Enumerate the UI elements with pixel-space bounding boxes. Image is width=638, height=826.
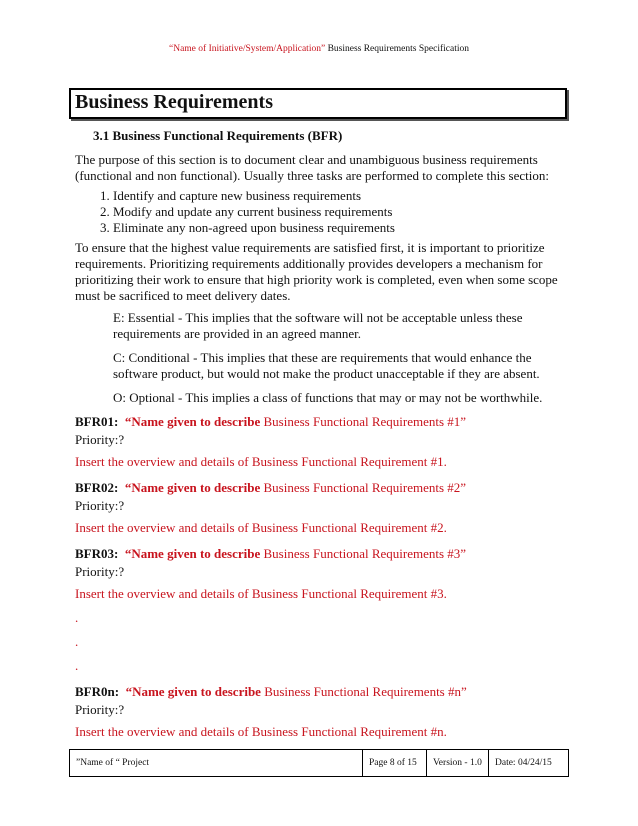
requirement-name-lead: “Name given to describe [124, 546, 261, 561]
footer-page: Page 8 of 15 [363, 750, 427, 776]
requirement-id: BFR0n: [75, 684, 120, 699]
footer-project: ”Name of “ Project [70, 750, 363, 776]
requirement-priority: Priority:? [75, 702, 125, 717]
requirement-description: Insert the overview and details of Business Functional Requirement #n. [75, 724, 447, 739]
section-title-box [69, 88, 567, 119]
requirement-priority: Priority:? [75, 432, 125, 447]
task-list [75, 188, 565, 236]
page-footer [69, 749, 569, 777]
requirement-priority: Priority:? [75, 498, 125, 513]
priority-definitions [113, 310, 565, 406]
intro-paragraph: The purpose of this section is to document clear and unambiguous business requirements (functional and non functional). Usually three tasks are performed to complete this section: [75, 152, 549, 183]
priority-conditional: C: Conditional - This implies that these are requirements that would enhance the software product, but would not make the product unacceptable if they are absent. [113, 350, 540, 381]
requirement-heading [75, 684, 565, 700]
requirement-name-lead: “Name given to describe [124, 480, 261, 495]
requirement-description: Insert the overview and details of Business Functional Requirement #1. [75, 454, 447, 469]
requirement-id: BFR03: [75, 546, 119, 561]
priority-essential: E: Essential - This implies that the software will not be acceptable unless these requirements are provided in an agreed manner. [113, 310, 523, 341]
requirement-block [75, 684, 565, 740]
task-item: 2. Modify and update any current business requirements [113, 204, 565, 220]
requirement-name-rest: Business Functional Requirements #1” [260, 414, 467, 429]
task-item: 1. Identify and capture new business requirements [113, 188, 565, 204]
requirement-heading [75, 546, 565, 562]
requirement-name-rest: Business Functional Requirements #3” [260, 546, 467, 561]
requirement-name-rest: Business Functional Requirements #2” [260, 480, 467, 495]
requirement-heading [75, 480, 565, 496]
footer-version: Version - 1.0 [427, 750, 489, 776]
requirement-priority: Priority:? [75, 564, 125, 579]
ellipsis-dot: . [75, 634, 79, 649]
requirement-name-rest: Business Functional Requirements #n” [260, 684, 467, 699]
header-doc-type: Business Requirements Specification [325, 44, 469, 54]
requirement-description: Insert the overview and details of Business Functional Requirement #3. [75, 586, 447, 601]
section-title: Business Requirements [75, 91, 273, 113]
header-doc-name: “Name of Initiative/System/Application” [169, 44, 326, 54]
subsection-title: 3.1 Business Functional Requirements (BFR) [93, 128, 343, 143]
requirement-name-lead: “Name given to describe [125, 684, 261, 699]
priority-optional: O: Optional - This implies a class of functions that may or may not be worthwhile. [113, 390, 543, 405]
requirement-block [75, 414, 565, 470]
page-header [0, 44, 638, 54]
requirement-name-lead: “Name given to describe [124, 414, 261, 429]
requirement-block [75, 480, 565, 536]
requirement-block [75, 546, 565, 602]
ellipsis-dot: . [75, 658, 79, 673]
footer-date: Date: 04/24/15 [495, 758, 552, 768]
requirement-heading [75, 414, 565, 430]
priority-paragraph: To ensure that the highest value requirements are satisfied first, it is important to prioritize requirements. Prioritizing requirements additionally provides developers a mechanism for prioritizing their work to ensure that high priority work is completed, even when some scope must be sacrificed to meet delivery dates. [75, 240, 558, 303]
requirement-description: Insert the overview and details of Business Functional Requirement #2. [75, 520, 447, 535]
ellipsis-dot: . [75, 610, 79, 625]
requirement-id: BFR02: [75, 480, 119, 495]
requirement-id: BFR01: [75, 414, 119, 429]
task-item: 3. Eliminate any non-agreed upon business requirements [113, 220, 565, 236]
document-body [75, 128, 565, 740]
